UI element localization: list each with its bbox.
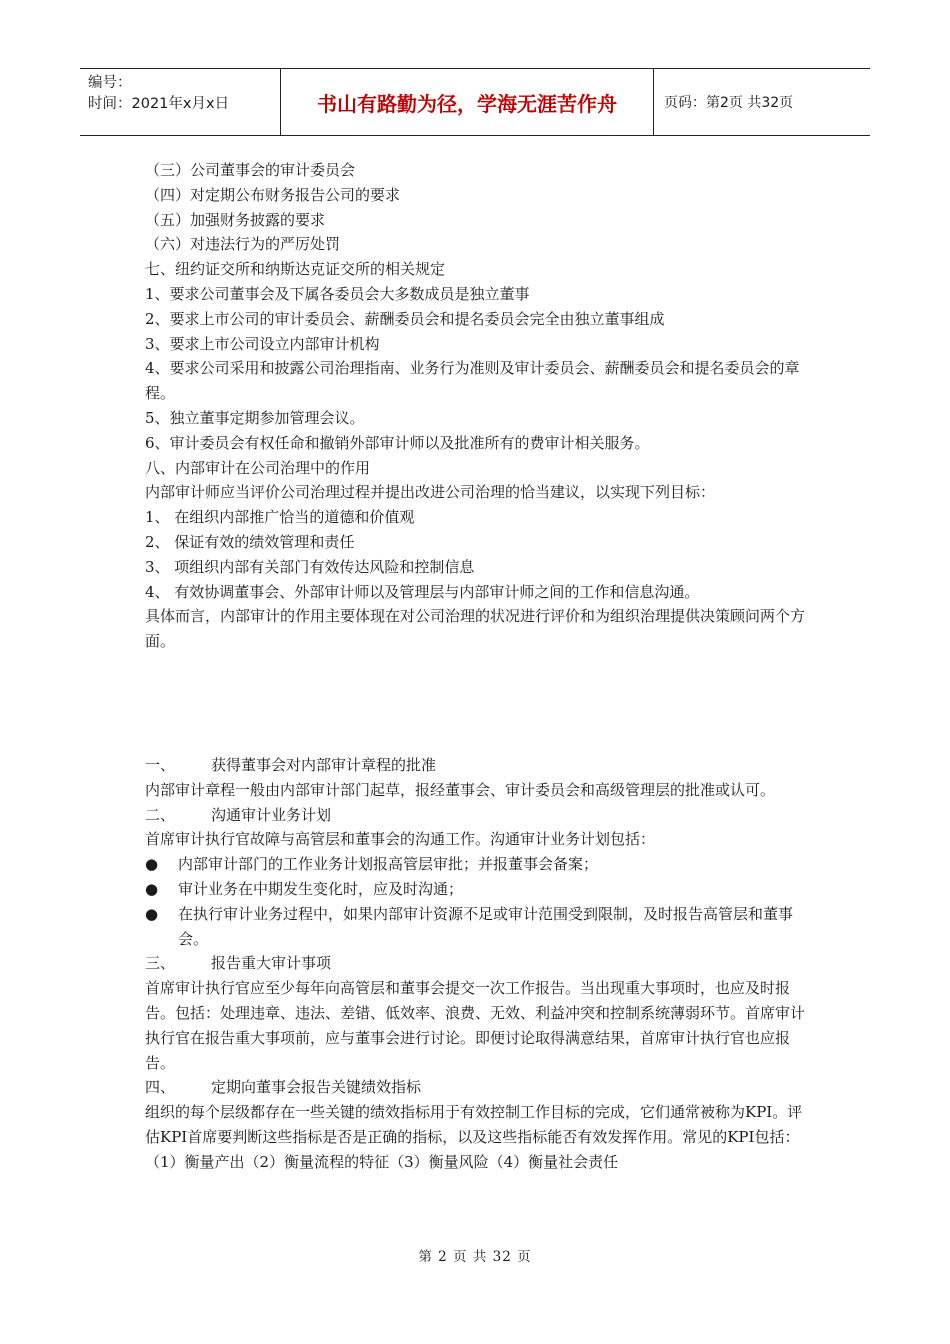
list-item-text: 审计业务在中期发生变化时，应及时沟通； [178, 879, 464, 898]
list-item-text: 在执行审计业务过程中，如果内部审计资源不足或审计范围受到限制，及时报告高管层和董事会。 [178, 904, 794, 948]
header-page-number: 页码：第2页 共32页 [664, 95, 794, 111]
list-item [145, 877, 809, 902]
body-line: 5、独立董事定期参加管理会议。 [145, 408, 365, 427]
header-meta [80, 69, 281, 135]
section-title: 获得董事会对内部审计章程的批准 [211, 755, 437, 774]
section-title: 沟通审计业务计划 [211, 805, 332, 824]
body-line: （三）公司董事会的审计委员会 [145, 161, 356, 179]
document-number-label: 编号： [88, 75, 132, 91]
document-body [145, 158, 809, 1174]
body-line: 1、 在组织内部推广恰当的道德和价值观 [145, 508, 415, 527]
body-line: 3、要求上市公司设立内部审计机构 [145, 334, 380, 353]
bullet-icon: ● [145, 855, 159, 874]
section-title: 定期向董事会报告关键绩效指标 [211, 1078, 422, 1097]
body-line: 4、 有效协调董事会、外部审计师以及管理层与内部审计师之间的工作和信息沟通。 [145, 582, 700, 601]
section-2-heading [145, 803, 809, 828]
section-number: 四、 [145, 1078, 176, 1097]
body-line: 具体而言，内部审计的作用主要体现在对公司治理的状况进行评价和为组织治理提供决策顾问两个方面。 [145, 607, 806, 651]
list-item [145, 852, 809, 877]
body-line: 1、要求公司董事会及下属各委员会大多数成员是独立董事 [145, 284, 530, 303]
section-1-heading [145, 753, 809, 778]
page-footer: 第 2 页 共 32 页 [418, 1249, 532, 1265]
body-line: （六）对违法行为的严厉处罚 [145, 235, 341, 254]
spacer [145, 654, 809, 753]
section-3-body: 首席审计执行官应至少每年向高管层和董事会提交一次工作报告。当出现重大事项时，也应及时报告。包括：处理违章、违法、差错、低效率、浪费、无效、利益冲突和控制系统薄弱环节。首席审计执行官在报告重大事项前，应与董事会进行讨论。即便讨论取得满意结果，首席审计执行官也应报告。 [145, 979, 806, 1072]
body-line: 内部审计师应当评价公司治理过程并提出改进公司治理的恰当建议，以实现下列目标： [145, 483, 716, 502]
section-3-heading [145, 951, 809, 976]
section-1-body: 内部审计章程一般由内部审计部门起草，报经董事会、审计委员会和高级管理层的批准或认可。 [145, 780, 776, 799]
body-line: （四）对定期公布财务报告公司的要求 [145, 185, 401, 204]
body-line: 3、 项组织内部有关部门有效传达风险和控制信息 [145, 557, 475, 576]
section-number: 三、 [145, 954, 176, 973]
body-line: 2、要求上市公司的审计委员会、薪酬委员会和提名委员会完全由独立董事组成 [145, 309, 665, 328]
section-title: 报告重大审计事项 [211, 954, 332, 973]
page-header [80, 68, 870, 136]
body-line: （五）加强财务披露的要求 [145, 210, 326, 229]
body-line: 4、要求公司采用和披露公司治理指南、业务行为准则及审计委员会、薪酬委员会和提名委员会的章程。 [145, 359, 800, 403]
section-4-body: 组织的每个层级都存在一些关键的绩效指标用于有效控制工作目标的完成，它们通常被称为KPI。评估KPI首席要判断这些指标是否是正确的指标，以及这些指标能否有效发挥作用。常见的KPI包括：（1）衡量产出（2）衡量流程的特征（3）衡量风险（4）衡量社会责任 [145, 1103, 803, 1171]
list-item [145, 902, 809, 952]
section-heading: 八、内部审计在公司治理中的作用 [145, 458, 371, 477]
body-line: 2、 保证有效的绩效管理和责任 [145, 532, 355, 551]
section-number: 二、 [145, 805, 176, 824]
section-number: 一、 [145, 755, 176, 774]
document-date: 时间：2021年x月x日 [88, 96, 230, 112]
header-motto: 书山有路勤为径，学海无涯苦作舟 [281, 69, 654, 135]
section-2-body: 首席审计执行官故障与高管层和董事会的沟通工作。沟通审计业务计划包括： [145, 830, 656, 849]
section-4-heading [145, 1075, 809, 1100]
bullet-icon: ● [145, 879, 159, 898]
section-heading: 七、纽约证交所和纳斯达克证交所的相关规定 [145, 260, 446, 279]
list-item-text: 内部审计部门的工作业务计划报高管层审批；并报董事会备案； [178, 855, 599, 874]
body-line: 6、审计委员会有权任命和撤销外部审计师以及批准所有的费审计相关服务。 [145, 433, 650, 452]
bullet-icon: ● [145, 904, 159, 923]
